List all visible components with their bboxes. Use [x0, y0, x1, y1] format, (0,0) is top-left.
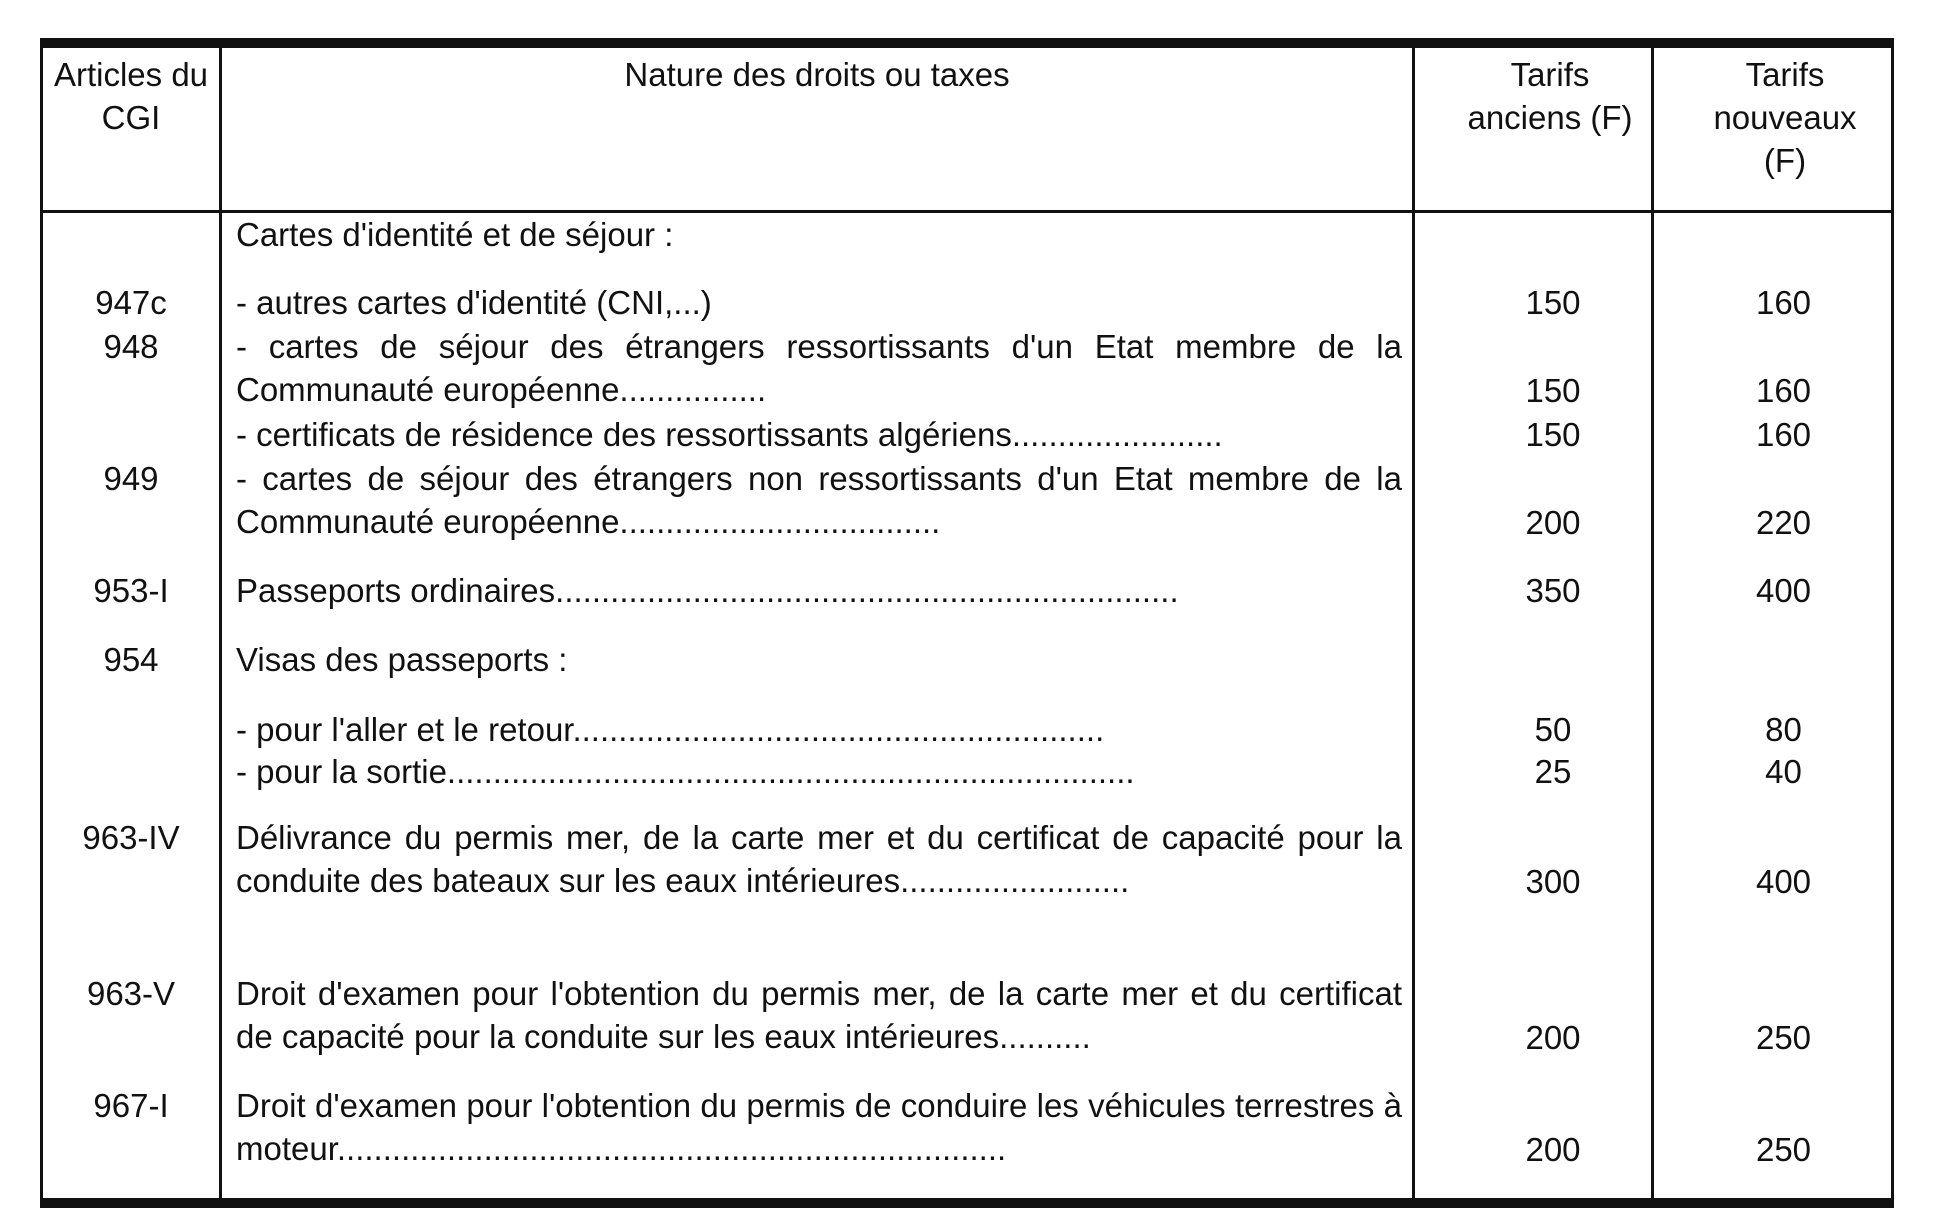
row-11-new-tariff: 250 — [1755, 1131, 1812, 1168]
row-5-article: 953-I — [93, 572, 169, 609]
row-9-old-tariff: 300 — [1525, 863, 1581, 900]
row-7-old-tariff: 50 — [1534, 711, 1572, 748]
row-4-article: 949 — [103, 460, 159, 497]
header-articles: Articles du CGI — [53, 56, 209, 136]
row-1-description: - autres cartes d'identité (CNI,...) — [236, 284, 712, 321]
column-divider-1 — [219, 48, 222, 1198]
row-5-description: Passeports ordinaires.................................................................... — [236, 572, 1179, 609]
row-10-new-tariff: 250 — [1755, 1019, 1812, 1056]
row-2-old-tariff: 150 — [1525, 372, 1581, 409]
row-8-description: - pour la sortie........................................................................... — [236, 753, 1135, 790]
row-3-new-tariff: 160 — [1755, 416, 1812, 453]
row-1-old-tariff: 150 — [1525, 284, 1581, 321]
row-4-old-tariff: 200 — [1525, 504, 1581, 541]
header-old-tariffs: Tarifs anciens (F) — [1467, 56, 1633, 136]
row-10-old-tariff: 200 — [1525, 1019, 1581, 1056]
row-0-description: Cartes d'identité et de séjour : — [236, 216, 674, 253]
row-4-description: - cartes de séjour des étrangers non ressortissants d'un Etat membre de la Communauté européenne................................... — [236, 460, 1402, 540]
row-2-new-tariff: 160 — [1755, 372, 1812, 409]
row-11-old-tariff: 200 — [1525, 1131, 1581, 1168]
row-5-new-tariff: 400 — [1755, 572, 1812, 609]
row-1-article: 947c — [95, 284, 167, 321]
row-10-description: Droit d'examen pour l'obtention du permis mer, de la carte mer et du certificat de capacité pour la conduite sur les eaux intérieures.......... — [236, 975, 1402, 1055]
row-9-description: Délivrance du permis mer, de la carte mer et du certificat de capacité pour la conduite des bateaux sur les eaux intérieures......................... — [236, 819, 1402, 899]
table-bottom-rule — [40, 1198, 1894, 1208]
row-8-old-tariff: 25 — [1534, 753, 1572, 790]
header-new-tariffs: Tarifs nouveaux (F) — [1713, 56, 1857, 179]
row-3-old-tariff: 150 — [1525, 416, 1581, 453]
tariff-table — [40, 38, 1894, 1208]
row-10-article: 963-V — [86, 975, 176, 1012]
row-11-description: Droit d'examen pour l'obtention du permis de conduire les véhicules terrestres à moteur......................................................................... — [236, 1087, 1402, 1167]
header-nature: Nature des droits ou taxes — [624, 56, 1010, 93]
row-9-new-tariff: 400 — [1755, 863, 1812, 900]
row-11-article: 967-I — [93, 1087, 169, 1124]
row-4-new-tariff: 220 — [1755, 504, 1812, 541]
table-top-rule — [40, 38, 1894, 48]
column-divider-2 — [1412, 48, 1415, 1198]
row-1-new-tariff: 160 — [1755, 284, 1812, 321]
row-6-article: 954 — [103, 641, 159, 678]
row-3-description: - certificats de résidence des ressortissants algériens....................... — [236, 416, 1223, 453]
row-9-article: 963-IV — [82, 819, 180, 856]
row-2-description: - cartes de séjour des étrangers ressortissants d'un Etat membre de la Communauté européenne................ — [236, 328, 1402, 408]
row-2-article: 948 — [103, 328, 159, 365]
row-5-old-tariff: 350 — [1525, 572, 1581, 609]
row-7-description: - pour l'aller et le retour.......................................................... — [236, 711, 1105, 748]
row-8-new-tariff: 40 — [1765, 753, 1802, 790]
row-6-description: Visas des passeports : — [236, 641, 568, 678]
row-7-new-tariff: 80 — [1765, 711, 1802, 748]
table-border-left — [40, 48, 43, 1198]
